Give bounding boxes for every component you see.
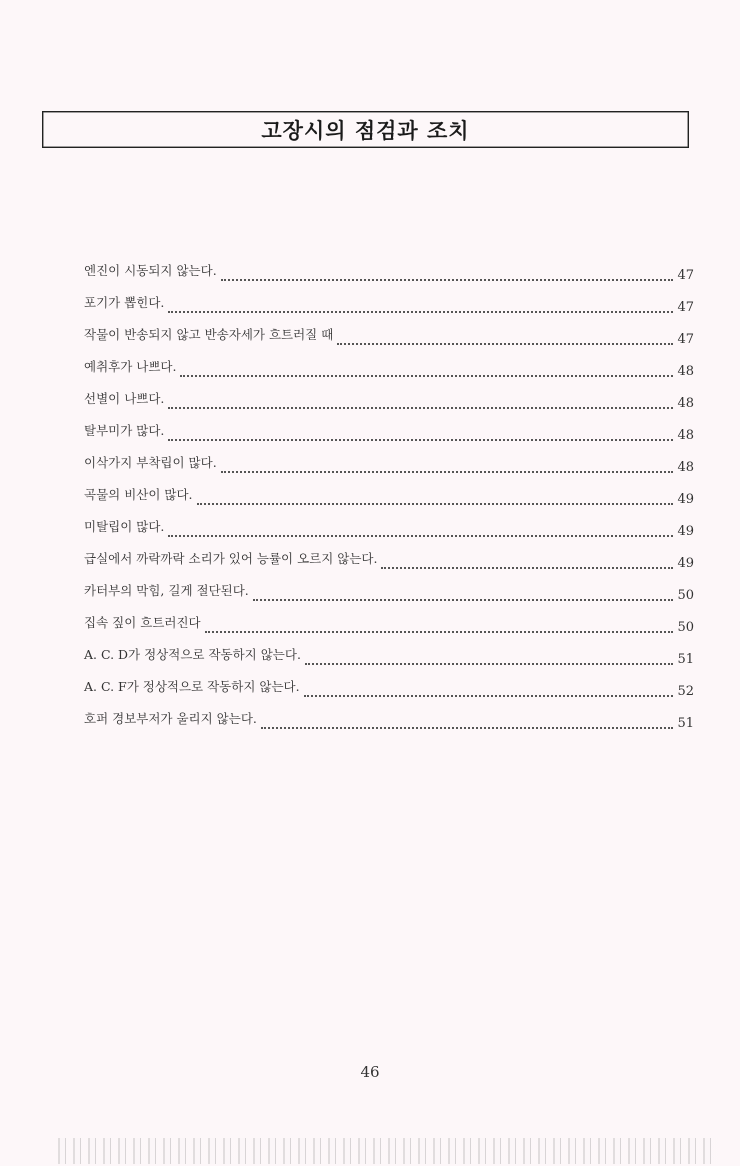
toc-entry[interactable] xyxy=(84,710,694,742)
dot-leader xyxy=(168,439,673,441)
toc-entry-label: 선별이 나쁘다. xyxy=(84,391,165,406)
toc-entry-page: 49 xyxy=(677,556,694,571)
toc-entry[interactable] xyxy=(84,646,694,678)
toc-entry-page: 48 xyxy=(677,460,694,475)
toc-entry-label: 작물이 반송되지 않고 반송자세가 흐트러질 때 xyxy=(84,327,334,342)
toc-entry-page: 51 xyxy=(677,652,694,667)
toc-entry-page: 48 xyxy=(677,364,694,379)
toc-entry[interactable] xyxy=(84,582,694,614)
dot-leader xyxy=(261,727,674,729)
toc-entry-label: 이삭가지 부착립이 많다. xyxy=(84,455,217,470)
toc-entry-page: 52 xyxy=(677,684,694,699)
dot-leader xyxy=(168,407,673,409)
toc-entry-label: 호퍼 경보부저가 울리지 않는다. xyxy=(84,711,257,726)
dot-leader xyxy=(168,535,673,537)
dot-leader xyxy=(168,311,673,313)
dot-leader xyxy=(180,375,673,377)
dot-leader xyxy=(304,695,674,697)
toc-entry[interactable] xyxy=(84,294,694,326)
page-title: 고장시의 점검과 조치 xyxy=(261,118,470,143)
toc-entry-page: 48 xyxy=(677,428,694,443)
toc-entry[interactable] xyxy=(84,422,694,454)
toc-entry-page: 47 xyxy=(677,332,694,347)
toc-entry[interactable] xyxy=(84,454,694,486)
dot-leader xyxy=(305,663,674,665)
toc-entry-page: 50 xyxy=(677,588,694,603)
toc-entry-page: 51 xyxy=(677,716,694,731)
toc-entry-label: 곡물의 비산이 많다. xyxy=(84,487,193,502)
toc-entry[interactable] xyxy=(84,518,694,550)
dot-leader xyxy=(253,599,674,601)
section-title-box xyxy=(42,111,689,148)
toc-entry-page: 47 xyxy=(677,268,694,283)
toc-entry[interactable] xyxy=(84,358,694,390)
table-of-contents xyxy=(84,262,694,742)
dot-leader xyxy=(337,343,673,345)
toc-entry[interactable] xyxy=(84,486,694,518)
toc-entry[interactable] xyxy=(84,390,694,422)
toc-entry-label: 엔진이 시동되지 않는다. xyxy=(84,263,217,278)
dot-leader xyxy=(221,279,674,281)
toc-entry-label: 미탈립이 많다. xyxy=(84,519,165,534)
toc-entry-page: 48 xyxy=(677,396,694,411)
toc-entry-label: A. C. F가 정상적으로 작동하지 않는다. xyxy=(84,679,300,694)
toc-entry-label: 포기가 뽑힌다. xyxy=(84,295,165,310)
toc-entry-label: 집속 짚이 흐트러진다 xyxy=(84,615,201,630)
toc-entry-page: 50 xyxy=(677,620,694,635)
toc-entry-label: A. C. D가 정상적으로 작동하지 않는다. xyxy=(84,647,301,662)
toc-entry[interactable] xyxy=(84,550,694,582)
toc-entry[interactable] xyxy=(84,262,694,294)
toc-entry-label: 예취후가 나쁘다. xyxy=(84,359,177,374)
toc-entry-page: 49 xyxy=(677,492,694,507)
toc-entry-label: 급실에서 까락까락 소리가 있어 능률이 오르지 않는다. xyxy=(84,551,378,566)
toc-entry-page: 47 xyxy=(677,300,694,315)
scan-artifact-strip xyxy=(58,1138,718,1164)
dot-leader xyxy=(221,471,674,473)
toc-entry-page: 49 xyxy=(677,524,694,539)
toc-entry[interactable] xyxy=(84,326,694,358)
page-number: 46 xyxy=(360,1063,380,1081)
toc-entry[interactable] xyxy=(84,614,694,646)
dot-leader xyxy=(197,503,674,505)
dot-leader xyxy=(381,567,673,569)
toc-entry[interactable] xyxy=(84,678,694,710)
toc-entry-label: 탈부미가 많다. xyxy=(84,423,165,438)
toc-entry-label: 카터부의 막힘, 길게 절단된다. xyxy=(84,583,249,598)
dot-leader xyxy=(205,631,674,633)
